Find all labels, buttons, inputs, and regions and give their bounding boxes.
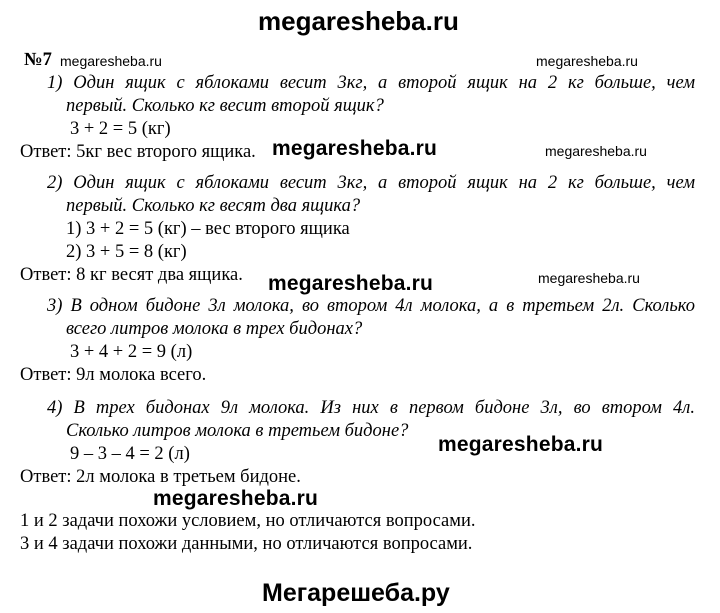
task-2-solution-2: 2) 3 + 5 = 8 (кг): [66, 242, 187, 262]
task-1-line-1: 1) Один ящик с яблоками весит 3кг, а второй ящик на 2 кг больше, чем: [47, 73, 695, 93]
task-2-answer: Ответ: 8 кг весят два ящика.: [20, 265, 243, 285]
task-1-answer: Ответ: 5кг вес второго ящика.: [20, 142, 256, 162]
header-watermark[interactable]: megaresheba.ru: [258, 6, 459, 36]
task-4-solution: 9 – 3 – 4 = 2 (л): [70, 444, 190, 464]
task-3-line-1: 3) В одном бидоне 3л молока, во втором 4л молока, а в третьем 2л. Сколько: [47, 296, 695, 316]
task-1-line-2: первый. Сколько кг весит второй ящик?: [66, 96, 384, 116]
task-4-answer: Ответ: 2л молока в третьем бидоне.: [20, 467, 301, 487]
conclusion-2: 3 и 4 задачи похожи данными, но отличаются вопросами.: [20, 534, 473, 554]
watermark-small: megaresheba.ru: [536, 53, 638, 69]
task-1-solution: 3 + 2 = 5 (кг): [70, 119, 171, 139]
task-4-line-2: Сколько литров молока в третьем бидоне?: [66, 421, 409, 441]
conclusion-1: 1 и 2 задачи похожи условием, но отличаются вопросами.: [20, 511, 476, 531]
footer-watermark[interactable]: Мегарешеба.ру: [262, 579, 450, 607]
watermark-bold: megaresheba.ru: [272, 137, 438, 160]
task-3-line-2: всего литров молока в трех бидонах?: [66, 319, 363, 339]
watermark-small: megaresheba.ru: [538, 270, 640, 286]
task-3-solution: 3 + 4 + 2 = 9 (л): [70, 342, 193, 362]
watermark-bold: megaresheba.ru: [268, 272, 434, 295]
task-2-line-2: первый. Сколько кг весят два ящика?: [66, 196, 361, 216]
task-3-answer: Ответ: 9л молока всего.: [20, 365, 207, 385]
task-4-line-1: 4) В трех бидонах 9л молока. Из них в первом бидоне 3л, во втором 4л.: [47, 398, 695, 418]
task-2-line-1: 2) Один ящик с яблоками весит 3кг, а второй ящик на 2 кг больше, чем: [47, 173, 695, 193]
watermark-bold: megaresheba.ru: [438, 433, 604, 456]
exercise-number: №7: [24, 50, 52, 70]
watermark-bold: megaresheba.ru: [153, 487, 319, 510]
watermark-small: megaresheba.ru: [60, 53, 162, 69]
task-2-solution-1: 1) 3 + 2 = 5 (кг) – вес второго ящика: [66, 219, 350, 239]
watermark-small: megaresheba.ru: [545, 143, 647, 159]
